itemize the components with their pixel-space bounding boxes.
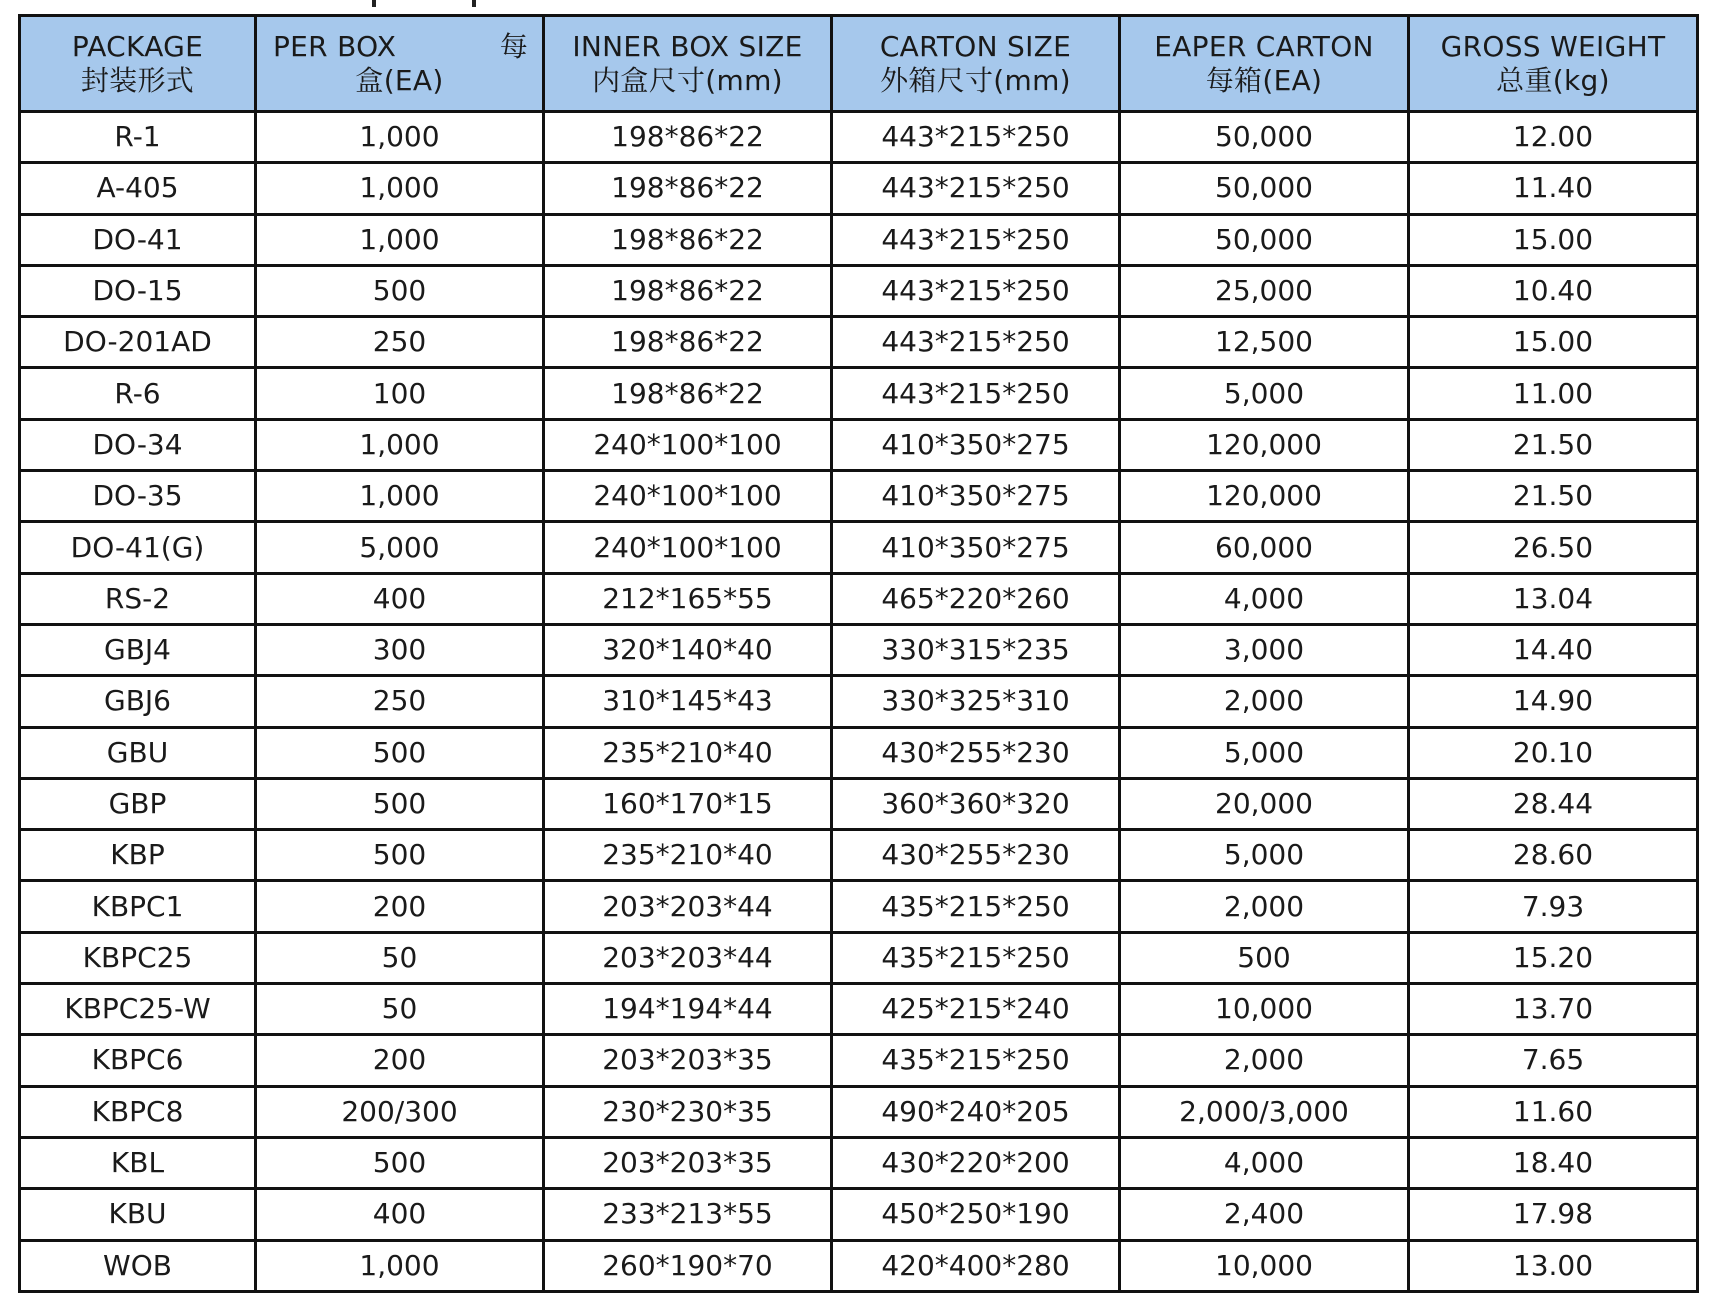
header-carton-size: [832, 16, 1120, 112]
header-inner-box-size: [544, 16, 832, 112]
cell-per-carton: 10,000: [1120, 984, 1409, 1035]
cell-package: GBJ4: [20, 624, 256, 675]
header-per-box-zh-right: 每: [499, 29, 528, 63]
cell-gross-weight: 13.70: [1409, 984, 1698, 1035]
cell-per-carton: 2,400: [1120, 1189, 1409, 1240]
cell-inner-box-size: 240*100*100: [544, 522, 832, 573]
cell-carton-size: 430*255*230: [832, 727, 1120, 778]
cell-inner-box-size: 310*145*43: [544, 676, 832, 727]
cell-inner-box-size: 203*203*44: [544, 932, 832, 983]
cell-gross-weight: 21.50: [1409, 471, 1698, 522]
cell-carton-size: 425*215*240: [832, 984, 1120, 1035]
cell-gross-weight: 20.10: [1409, 727, 1698, 778]
table-row: [20, 881, 1698, 932]
cell-package: DO-34: [20, 419, 256, 470]
heading-fragment-mark: [372, 0, 376, 7]
cell-per-box: 500: [256, 778, 544, 829]
cell-package: KBPC25-W: [20, 984, 256, 1035]
cell-carton-size: 420*400*280: [832, 1240, 1120, 1291]
cell-package: DO-41: [20, 214, 256, 265]
cell-inner-box-size: 240*100*100: [544, 471, 832, 522]
cell-carton-size: 435*215*250: [832, 932, 1120, 983]
cell-inner-box-size: 198*86*22: [544, 317, 832, 368]
cell-per-box: 500: [256, 1137, 544, 1188]
header-per-carton-en: EAPER CARTON: [1154, 29, 1374, 63]
cell-carton-size: 435*215*250: [832, 1035, 1120, 1086]
table-row: [20, 214, 1698, 265]
cell-gross-weight: 28.44: [1409, 778, 1698, 829]
cell-gross-weight: 17.98: [1409, 1189, 1698, 1240]
cell-carton-size: 360*360*320: [832, 778, 1120, 829]
cell-carton-size: 465*220*260: [832, 573, 1120, 624]
cell-gross-weight: 13.00: [1409, 1240, 1698, 1291]
cell-package: KBPC6: [20, 1035, 256, 1086]
cell-per-box: 1,000: [256, 1240, 544, 1291]
cropped-heading-fragment: [360, 0, 510, 10]
table-row: [20, 317, 1698, 368]
cell-gross-weight: 28.60: [1409, 830, 1698, 881]
cell-per-box: 1,000: [256, 419, 544, 470]
header-per-box-zh: 盒(EA): [355, 63, 444, 97]
cell-per-carton: 5,000: [1120, 368, 1409, 419]
cell-carton-size: 330*315*235: [832, 624, 1120, 675]
cell-package: GBJ6: [20, 676, 256, 727]
cell-inner-box-size: 240*100*100: [544, 419, 832, 470]
cell-package: DO-41(G): [20, 522, 256, 573]
cell-inner-box-size: 203*203*35: [544, 1137, 832, 1188]
header-per-carton-zh: 每箱(EA): [1205, 63, 1323, 97]
header-per-box-en: PER BOX: [273, 29, 397, 63]
cell-gross-weight: 15.00: [1409, 214, 1698, 265]
cell-carton-size: 443*215*250: [832, 163, 1120, 214]
cell-package: GBU: [20, 727, 256, 778]
cell-gross-weight: 7.93: [1409, 881, 1698, 932]
cell-per-carton: 50,000: [1120, 214, 1409, 265]
table-header: [20, 16, 1698, 112]
cell-package: KBPC8: [20, 1086, 256, 1137]
cell-gross-weight: 7.65: [1409, 1035, 1698, 1086]
cell-package: KBL: [20, 1137, 256, 1188]
cell-carton-size: 443*215*250: [832, 317, 1120, 368]
cell-per-carton: 4,000: [1120, 1137, 1409, 1188]
cell-per-carton: 20,000: [1120, 778, 1409, 829]
table-row: [20, 1137, 1698, 1188]
table-row: [20, 984, 1698, 1035]
header-row: [20, 16, 1698, 112]
cell-per-carton: 3,000: [1120, 624, 1409, 675]
cell-per-carton: 2,000: [1120, 676, 1409, 727]
cell-per-box: 400: [256, 573, 544, 624]
cell-per-box: 1,000: [256, 214, 544, 265]
header-package: [20, 16, 256, 112]
cell-carton-size: 430*220*200: [832, 1137, 1120, 1188]
cell-gross-weight: 11.60: [1409, 1086, 1698, 1137]
cell-per-box: 500: [256, 830, 544, 881]
table-row: [20, 624, 1698, 675]
table-row: [20, 573, 1698, 624]
cell-inner-box-size: 203*203*35: [544, 1035, 832, 1086]
table-row: [20, 1240, 1698, 1291]
cell-package: A-405: [20, 163, 256, 214]
cell-inner-box-size: 260*190*70: [544, 1240, 832, 1291]
cell-package: R-1: [20, 112, 256, 163]
heading-fragment-mark: [472, 0, 476, 7]
cell-package: DO-35: [20, 471, 256, 522]
cell-gross-weight: 14.40: [1409, 624, 1698, 675]
header-inner-box-size-zh: 内盒尺寸(mm): [592, 63, 783, 97]
cell-per-box: 200: [256, 881, 544, 932]
cell-per-carton: 25,000: [1120, 265, 1409, 316]
cell-per-box: 200: [256, 1035, 544, 1086]
cell-per-carton: 2,000/3,000: [1120, 1086, 1409, 1137]
cell-inner-box-size: 198*86*22: [544, 214, 832, 265]
header-carton-size-zh: 外箱尺寸(mm): [880, 63, 1071, 97]
cell-per-carton: 60,000: [1120, 522, 1409, 573]
header-gross-weight-zh: 总重(kg): [1496, 63, 1610, 97]
table-row: [20, 112, 1698, 163]
cell-gross-weight: 13.04: [1409, 573, 1698, 624]
cell-inner-box-size: 194*194*44: [544, 984, 832, 1035]
cell-per-carton: 2,000: [1120, 1035, 1409, 1086]
cell-per-carton: 50,000: [1120, 163, 1409, 214]
cell-per-box: 1,000: [256, 112, 544, 163]
cell-per-box: 250: [256, 317, 544, 368]
table-row: [20, 1189, 1698, 1240]
cell-per-carton: 5,000: [1120, 727, 1409, 778]
cell-per-box: 50: [256, 984, 544, 1035]
cell-inner-box-size: 203*203*44: [544, 881, 832, 932]
header-carton-size-en: CARTON SIZE: [879, 29, 1072, 63]
cell-per-carton: 10,000: [1120, 1240, 1409, 1291]
cell-package: DO-15: [20, 265, 256, 316]
header-gross-weight-en: GROSS WEIGHT: [1440, 29, 1666, 63]
cell-gross-weight: 12.00: [1409, 112, 1698, 163]
cell-per-carton: 4,000: [1120, 573, 1409, 624]
cell-gross-weight: 21.50: [1409, 419, 1698, 470]
cell-gross-weight: 18.40: [1409, 1137, 1698, 1188]
cell-carton-size: 450*250*190: [832, 1189, 1120, 1240]
table-row: [20, 522, 1698, 573]
table-row: [20, 727, 1698, 778]
table-row: [20, 471, 1698, 522]
cell-package: KBU: [20, 1189, 256, 1240]
cell-per-box: 400: [256, 1189, 544, 1240]
cell-per-box: 50: [256, 932, 544, 983]
cell-inner-box-size: 320*140*40: [544, 624, 832, 675]
header-package-en: PACKAGE: [71, 29, 204, 63]
cell-per-box: 1,000: [256, 163, 544, 214]
header-package-zh: 封装形式: [80, 63, 195, 97]
cell-inner-box-size: 160*170*15: [544, 778, 832, 829]
cell-package: RS-2: [20, 573, 256, 624]
cell-carton-size: 443*215*250: [832, 265, 1120, 316]
cell-carton-size: 430*255*230: [832, 830, 1120, 881]
cell-package: WOB: [20, 1240, 256, 1291]
cell-package: KBPC25: [20, 932, 256, 983]
cell-per-box: 1,000: [256, 471, 544, 522]
cell-per-box: 5,000: [256, 522, 544, 573]
table-row: [20, 368, 1698, 419]
cell-carton-size: 410*350*275: [832, 419, 1120, 470]
header-per-carton: [1120, 16, 1409, 112]
table-row: [20, 419, 1698, 470]
table-row: [20, 265, 1698, 316]
cell-package: GBP: [20, 778, 256, 829]
header-gross-weight: [1409, 16, 1698, 112]
cell-gross-weight: 11.40: [1409, 163, 1698, 214]
table-row: [20, 676, 1698, 727]
cell-carton-size: 443*215*250: [832, 368, 1120, 419]
header-per-box: [256, 16, 544, 112]
cell-inner-box-size: 212*165*55: [544, 573, 832, 624]
cell-package: DO-201AD: [20, 317, 256, 368]
cell-per-carton: 5,000: [1120, 830, 1409, 881]
cell-gross-weight: 11.00: [1409, 368, 1698, 419]
table-row: [20, 830, 1698, 881]
cell-per-box: 250: [256, 676, 544, 727]
cell-inner-box-size: 198*86*22: [544, 265, 832, 316]
cell-carton-size: 490*240*205: [832, 1086, 1120, 1137]
cell-gross-weight: 14.90: [1409, 676, 1698, 727]
cell-carton-size: 435*215*250: [832, 881, 1120, 932]
table-row: [20, 1086, 1698, 1137]
cell-package: R-6: [20, 368, 256, 419]
cell-inner-box-size: 198*86*22: [544, 112, 832, 163]
cell-carton-size: 443*215*250: [832, 112, 1120, 163]
cell-per-carton: 120,000: [1120, 471, 1409, 522]
header-inner-box-size-en: INNER BOX SIZE: [572, 29, 803, 63]
cell-carton-size: 410*350*275: [832, 471, 1120, 522]
cell-inner-box-size: 235*210*40: [544, 727, 832, 778]
cell-per-box: 200/300: [256, 1086, 544, 1137]
cell-carton-size: 443*215*250: [832, 214, 1120, 265]
cell-carton-size: 410*350*275: [832, 522, 1120, 573]
cell-package: KBP: [20, 830, 256, 881]
cell-package: KBPC1: [20, 881, 256, 932]
table-row: [20, 163, 1698, 214]
table-row: [20, 1035, 1698, 1086]
table-body: [20, 112, 1698, 1292]
table-row: [20, 932, 1698, 983]
table-row: [20, 778, 1698, 829]
cell-inner-box-size: 198*86*22: [544, 163, 832, 214]
cell-per-box: 300: [256, 624, 544, 675]
packaging-spec-table: [18, 14, 1699, 1293]
cell-per-carton: 50,000: [1120, 112, 1409, 163]
cell-inner-box-size: 235*210*40: [544, 830, 832, 881]
cell-gross-weight: 26.50: [1409, 522, 1698, 573]
cell-inner-box-size: 233*213*55: [544, 1189, 832, 1240]
cell-per-carton: 120,000: [1120, 419, 1409, 470]
cell-per-carton: 12,500: [1120, 317, 1409, 368]
cell-gross-weight: 10.40: [1409, 265, 1698, 316]
cell-per-carton: 2,000: [1120, 881, 1409, 932]
cell-per-box: 500: [256, 265, 544, 316]
cell-inner-box-size: 198*86*22: [544, 368, 832, 419]
cell-gross-weight: 15.00: [1409, 317, 1698, 368]
cell-per-box: 500: [256, 727, 544, 778]
cell-inner-box-size: 230*230*35: [544, 1086, 832, 1137]
cell-per-box: 100: [256, 368, 544, 419]
cell-per-carton: 500: [1120, 932, 1409, 983]
cell-carton-size: 330*325*310: [832, 676, 1120, 727]
cell-gross-weight: 15.20: [1409, 932, 1698, 983]
